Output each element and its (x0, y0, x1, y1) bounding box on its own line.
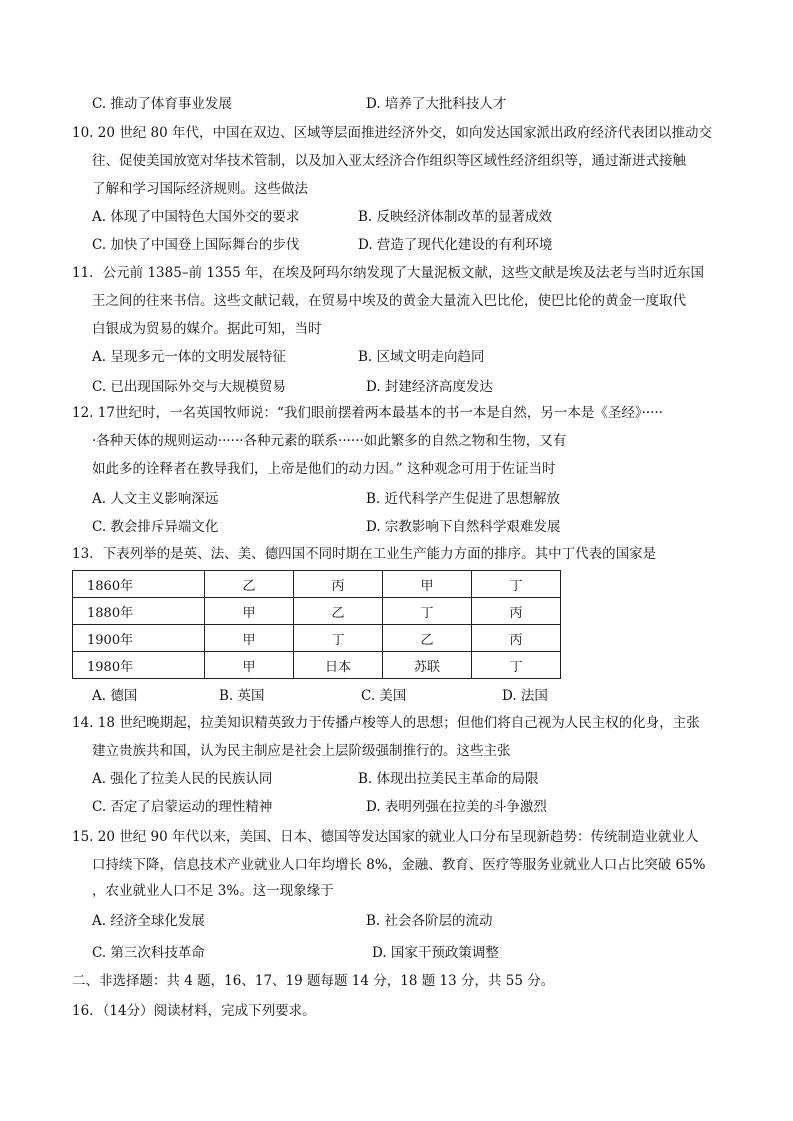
table-cell: 甲 (205, 652, 294, 679)
table-cell-year: 1900年 (73, 625, 205, 652)
q13-option-b: B. 英国 (219, 688, 265, 704)
q10-stem-line-2: 往、促使美国放宽对华技术管制，以及加入亚太经济合作组织等区域性经济组织等，通过渐进式接触 (92, 153, 686, 169)
q14-stem-line-2: 建立贵族共和国，认为民主制应是社会上层阶级强制推行的。这些主张 (92, 743, 511, 759)
section-2-heading: 二、非选择题：共 4 题，16、17、19 题每题 14 分，18 题 13 分，共 55 分。 (72, 973, 555, 989)
q12-option-b: B. 近代科学产生促进了思想解放 (366, 491, 561, 507)
q11-stem-line-3: 白银成为贸易的媒介。据此可知，当时 (92, 321, 322, 337)
q11-stem-line-1: 11．公元前 1385–前 1355 年，在埃及阿玛尔纳发现了大量泥板文献，这些文献是埃及法老与当时近东国 (72, 265, 705, 281)
q11-option-d: D. 封建经济高度发达 (366, 379, 493, 395)
q10-stem-line-3: 了解和学习国际经济规则。这些做法 (92, 181, 308, 197)
q11-option-b: B. 区域文明走向趋同 (358, 349, 485, 365)
q14-option-a: A. 强化了拉美人民的民族认同 (92, 771, 273, 787)
table-cell: 丁 (472, 652, 561, 679)
q15-option-b: B. 社会各阶层的流动 (366, 913, 493, 929)
table-cell: 丙 (472, 598, 561, 625)
q12-stem-line-2: ·各种天体的规则运动······各种元素的联系······如此繁多的自然之物和生物，又有 (92, 433, 567, 449)
q11-stem-line-2: 王之间的往来书信。这些文献记载，在贸易中埃及的黄金大量流入巴比伦，使巴比伦的黄金一度取代 (92, 293, 686, 309)
table-cell: 乙 (383, 625, 472, 652)
q13-option-c: C. 美国 (361, 688, 407, 704)
q9-option-d: D. 培养了大批科技人才 (366, 96, 507, 112)
q15-stem-line-2: 口持续下降，信息技术产业就业人口年均增长 8%，金融、教育、医疗等服务业就业人口占比突破 65% (92, 857, 706, 873)
table-row (73, 625, 561, 652)
q10-option-c: C. 加快了中国登上国际舞台的步伐 (92, 237, 300, 253)
q11-option-c: C. 已出现国际外交与大规模贸易 (92, 379, 286, 395)
table-cell: 甲 (205, 625, 294, 652)
table-row (73, 571, 561, 598)
q12-option-a: A. 人文主义影响深远 (92, 491, 219, 507)
q15-stem-line-1: 15. 20 世纪 90 年代以来，美国、日本、德国等发达国家的就业人口分布呈现新趋势：传统制造业就业人 (72, 829, 699, 845)
table-cell: 甲 (205, 598, 294, 625)
q15-stem-line-3: ，农业就业人口不足 3%。这一现象缘于 (92, 883, 334, 899)
q15-option-d: D. 国家干预政策调整 (372, 945, 499, 961)
table-cell-year: 1880年 (73, 598, 205, 625)
q14-option-d: D. 表明列强在拉美的斗争激烈 (366, 799, 547, 815)
table-row (73, 652, 561, 679)
table-row (73, 598, 561, 625)
table-cell: 乙 (294, 598, 383, 625)
q12-option-d: D. 宗教影响下自然科学艰难发展 (366, 519, 561, 535)
q13-stem: 13．下表列举的是英、法、美、德四国不同时期在工业生产能力方面的排序。其中丁代表的国家是 (72, 546, 657, 562)
q12-stem-line-1: 12. 17世纪时，一名英国牧师说：“我们眼前摆着两本最基本的书一本是自然，另一本是《圣经》····· (72, 405, 664, 421)
q12-stem-line-3: 如此多的诠释者在教导我们，上帝是他们的动力因。” 这种观念可用于佐证当时 (92, 461, 556, 477)
question-16-stem: 16．（14分）阅读材料，完成下列要求。 (72, 1003, 316, 1019)
q12-option-c: C. 教会排斥异端文化 (92, 519, 219, 535)
table-cell: 丁 (294, 625, 383, 652)
table-cell: 丙 (294, 571, 383, 598)
table-cell: 乙 (205, 571, 294, 598)
table-cell: 甲 (383, 571, 472, 598)
table-cell: 日本 (294, 652, 383, 679)
ranking-table (72, 570, 561, 679)
q15-option-a: A. 经济全球化发展 (92, 913, 205, 929)
q11-option-a: A. 呈现多元一体的文明发展特征 (92, 349, 286, 365)
q10-option-a: A. 体现了中国特色大国外交的要求 (92, 209, 300, 225)
q14-option-c: C. 否定了启蒙运动的理性精神 (92, 799, 273, 815)
table-cell-year: 1980年 (73, 652, 205, 679)
q13-option-a: A. 德国 (92, 688, 138, 704)
table-cell: 丁 (472, 571, 561, 598)
table-cell-year: 1860年 (73, 571, 205, 598)
table-cell: 苏联 (383, 652, 472, 679)
table-cell: 丙 (472, 625, 561, 652)
table-cell: 丁 (383, 598, 472, 625)
q9-option-c: C. 推动了体育事业发展 (92, 96, 232, 112)
q10-option-d: D. 营造了现代化建设的有利环境 (358, 237, 553, 253)
q10-stem-line-1: 10. 20 世纪 80 年代，中国在双边、区域等层面推进经济外交，如向发达国家派出政府经济代表团以推动交 (72, 125, 712, 141)
q14-stem-line-1: 14. 18 世纪晚期起，拉美知识精英致力于传播卢梭等人的思想；但他们将自己视为人民主权的化身，主张 (72, 715, 700, 731)
q10-option-b: B. 反映经济体制改革的显著成效 (358, 209, 553, 225)
q14-option-b: B. 体现出拉美民主革命的局限 (358, 771, 539, 787)
q15-option-c: C. 第三次科技革命 (92, 945, 205, 961)
q13-option-d: D. 法国 (502, 688, 548, 704)
